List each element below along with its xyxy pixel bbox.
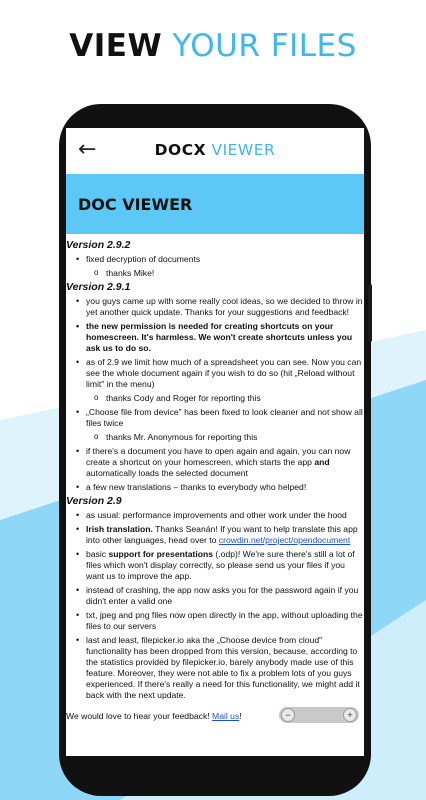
list-item: • the new permission is needed for creating shortcuts on your homescreen. It's harmless. We won't create shortcuts unless you ask us to do so. <box>66 321 364 354</box>
list-item: • „Choose file from device" has been fixed to look cleaner and not show all files twice <box>66 407 364 429</box>
zoom-out-icon[interactable]: − <box>281 708 295 722</box>
list-item-bold: support for presentations <box>108 549 214 559</box>
list-item-text: Thanks Seanán! If you want to help translate this app into other languages, head over to <box>86 524 358 545</box>
changelog-list <box>66 254 364 279</box>
app-title-bold: DOCX <box>154 141 207 159</box>
promo-headline <box>0 28 426 64</box>
feedback-label: We would love to hear your feedback! <box>66 711 213 721</box>
list-item: • you guys came up with some really cool ideas, so we decided to throw in yet another quick update. Thanks for your suggestions and feedback! <box>66 296 364 318</box>
list-subitem: o thanks Cody and Roger for reporting this <box>66 393 364 404</box>
list-subitem: o thanks Mr. Anonymous for reporting this <box>66 432 364 443</box>
list-item: • instead of crashing, the app now asks you for the password again if you didn't enter a valid one <box>66 585 364 607</box>
headline-light: YOUR FILES <box>172 28 357 64</box>
list-item-text: automatically loads the selected document <box>86 468 248 478</box>
headline-bold: VIEW <box>69 28 163 64</box>
mail-us-link[interactable]: Mail us <box>212 711 240 721</box>
list-item: • a few new translations – thanks to everybody who helped! <box>66 482 364 493</box>
document-content[interactable] <box>66 234 364 725</box>
version-heading: Version 2.9.1 <box>66 281 131 293</box>
arrow-left-icon[interactable]: ← <box>78 137 97 162</box>
list-item: • last and least, filepicker.io aka the „Choose device from cloud" functionality has been dropped from this version, because, according to the statistics provided by filepicker.io, barely anybody made use of this feature. Moreover, they were not able to fix a problem lots of you guys experienced. If there's really a need for this functionality, we might add it back with the next update. <box>66 635 364 701</box>
phone-screen <box>66 128 364 756</box>
list-item-text: basic <box>86 549 109 559</box>
list-item: • as of 2.9 we limit how much of a spreadsheet you can see. Now you can see the whole document again if you wish to do so (hit „Reload without limit" in the menu) <box>66 357 364 390</box>
changelog-list <box>66 510 364 701</box>
changelog-list <box>66 296 364 493</box>
phone-side-button <box>368 284 372 342</box>
list-item-text: (.odp)! We're sure there's still a lot of files which won't display correctly, so please send us your files if you want us to improve the app. <box>86 549 355 581</box>
app-bar <box>66 128 364 172</box>
app-title <box>66 141 364 159</box>
version-heading: Version 2.9.2 <box>66 239 131 251</box>
list-item-bold: Irish translation. <box>86 524 153 534</box>
feedback-text <box>66 711 242 722</box>
crowdin-link[interactable]: crowdin.net/project/opendocument <box>218 535 351 545</box>
zoom-control <box>279 707 359 723</box>
list-item-bold: and <box>314 457 330 467</box>
feedback-end: ! <box>239 711 242 721</box>
list-item: • as usual: performance improvements and other work under the hood <box>66 510 364 521</box>
list-item <box>66 549 364 582</box>
version-heading: Version 2.9 <box>66 495 122 507</box>
feedback-row <box>66 707 364 725</box>
document-banner <box>66 174 364 234</box>
zoom-in-icon[interactable]: + <box>343 708 357 722</box>
list-item: • txt, jpeg and png files now open directly in the app, without uploading the files to our servers <box>66 610 364 632</box>
list-subitem: o thanks Mike! <box>66 268 364 279</box>
list-item-text: if there's a document you have to open again and again, you can now create a shortcut on your homescreen, which starts the app <box>86 446 351 467</box>
list-item <box>66 524 364 546</box>
app-title-light: VIEWER <box>211 141 276 159</box>
list-item: • fixed decryption of documents <box>66 254 364 265</box>
document-banner-title: DOC VIEWER <box>78 194 193 214</box>
list-item <box>66 446 364 479</box>
